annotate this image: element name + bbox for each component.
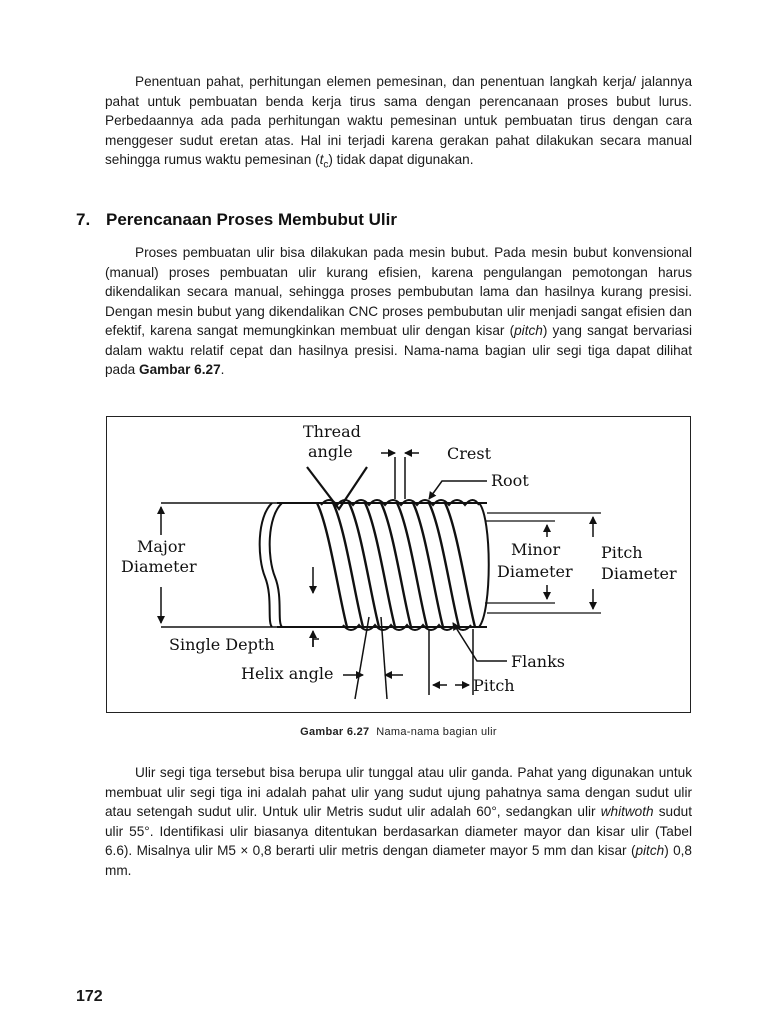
paragraph-ulir: Proses pembuatan ulir bisa dilakukan pada mesin bubut. Pada mesin bubut konvensional (manual) proses pembuatan ulir kurang efisien, karena pengulangan pemotongan harus dikendalikan secara manual, sehingga proses pembubutan lama dan hasilnya kurang presisi. Dengan mesin bubut yang dikendalikan CNC proses pembubutan ulir menjadi sangat efisien dan efektif, karena sangat memungkinkan membuat ulir dengan kisar (pitch) yang sangat bervariasi dalam waktu relatif cepat dan hasilnya presisi. Nama-nama bagian ulir segi tiga dapat dilihat pada Gambar 6.27.: [105, 245, 693, 377]
section-title: Perencanaan Proses Membubut Ulir: [106, 210, 397, 229]
label-major-1: Major: [137, 537, 186, 556]
label-minor-1: Minor: [511, 540, 561, 559]
thread-diagram-svg: [107, 417, 692, 714]
label-pitch-diameter-2: Diameter: [601, 564, 677, 583]
subscript-c: c: [323, 159, 329, 171]
label-pitch-diameter-1: Pitch: [601, 543, 643, 562]
shaft-break-left: [260, 503, 272, 627]
label-flanks: Flanks: [511, 652, 565, 671]
paragraph-tirus: Penentuan pahat, perhitungan elemen pemesinan, dan penentuan langkah kerja/ jalannya pahat untuk pembuatan benda kerja tirus sama dengan perencanaan proses bubut lurus. Perbedaannya ada pada perhitungan waktu pemesinan untuk pembuatan tirus dengan cara menggeser sudut eretan atas. Hal ini terjadi karena gerakan pahat dilakukan secara manual sehingga rumus waktu pemesinan $(t_c)$ tidak dapat digunakan.: [105, 74, 692, 171]
label-thread: Thread: [303, 422, 361, 441]
thread-helix: [317, 503, 475, 627]
label-minor-2: Diameter: [497, 562, 573, 581]
label-angle: angle: [308, 442, 353, 461]
label-major-2: Diameter: [121, 557, 197, 576]
label-root: Root: [491, 471, 529, 490]
label-crest: Crest: [447, 444, 491, 463]
symbol-t: t: [319, 152, 324, 167]
figure-caption: Gambar 6.27 Nama-nama bagian ulir: [300, 726, 497, 738]
figure-reference: Gambar 6.27: [139, 362, 221, 377]
label-single-depth: Single Depth: [169, 635, 275, 654]
section-heading: [76, 210, 397, 230]
thread-diagram: [106, 416, 691, 713]
label-helix-angle: Helix angle: [241, 664, 334, 683]
label-pitch: Pitch: [473, 676, 515, 695]
section-number: 7.: [76, 210, 91, 229]
root-arrow: [429, 481, 487, 499]
paragraph-ulir-segitiga: Ulir segi tiga tersebut bisa berupa ulir tunggal atau ulir ganda. Pahat yang digunakan untuk membuat ulir segi tiga ini adalah pahat ulir yang sudut ujung pahatnya sama dengan sudut ulir atau setengah sudut ulir. Untuk ulir Metris sudut ulir adalah 60°, sedangkan ulir whitwoth sudut ulir 55°. Identifikasi ulir biasanya ditentukan berdasarkan diameter mayor dan kisar ulir (Tabel 6.6). Misalnya ulir M5 × 0,8 berarti ulir metris dengan diameter mayor 5 mm dan kisar (pitch) 0,8 mm.: [105, 765, 692, 878]
page-number: 172: [76, 988, 103, 1005]
